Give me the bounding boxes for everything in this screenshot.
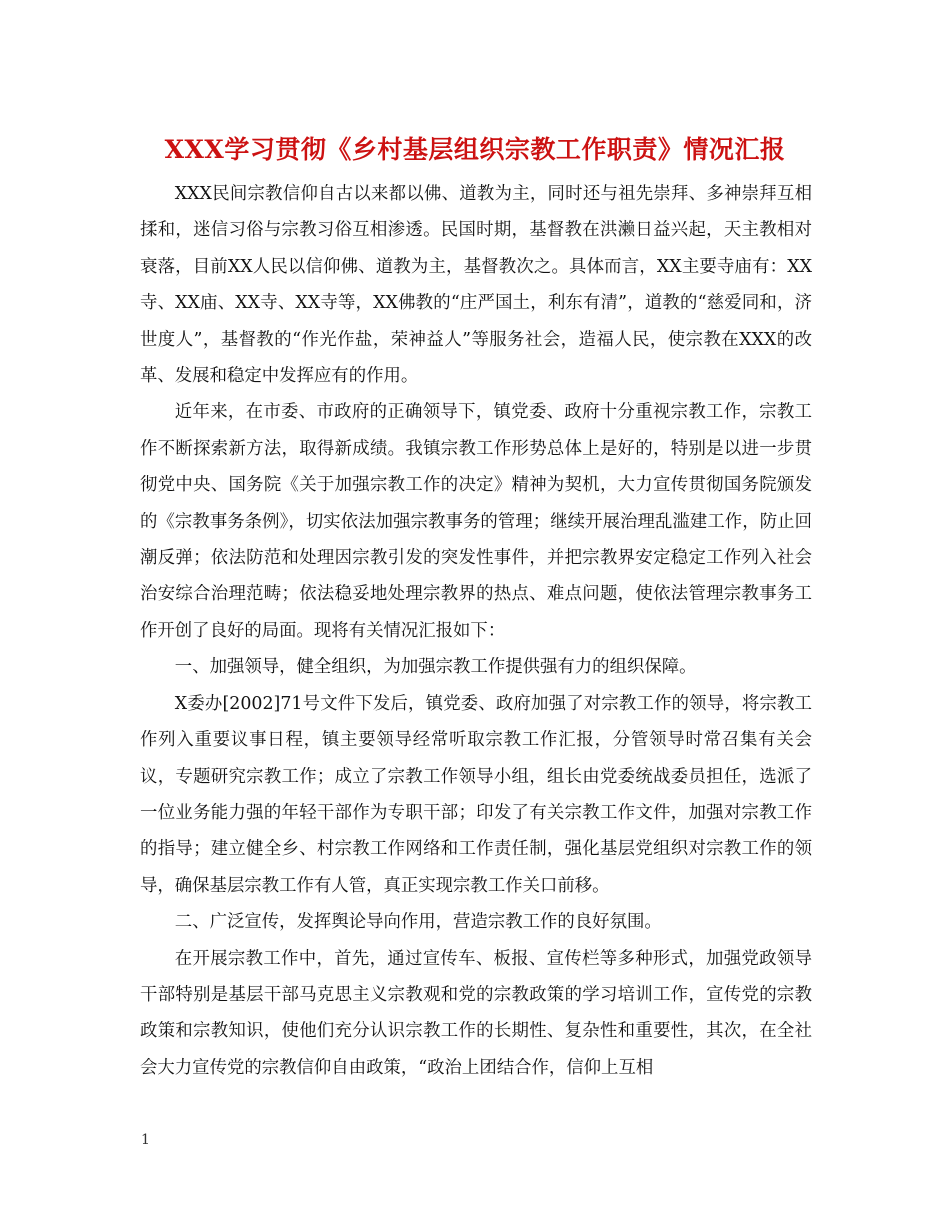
document-body: [140, 176, 812, 1086]
section-heading: 二、广泛宣传，发挥舆论导向作用，营造宗教工作的良好氛围。: [174, 912, 662, 933]
paragraph: 在开展宗教工作中，首先，通过宣传车、板报、宣传栏等多种形式，加强党政领导干部特别是基层干部马克思主义宗教观和党的宗教政策的学习培训工作，宣传党的宗教政策和宗教知识，使他们充分认识宗教工作的长期性、复杂性和重要性，其次，在全社会大力宣传党的宗教信仰自由政策，“政治上团结合作，信仰上互相: [140, 948, 812, 1078]
document-title: XXX学习贯彻《乡村基层组织宗教工作职责》情况汇报: [164, 135, 786, 164]
paragraph: XXX民间宗教信仰自古以来都以佛、道教为主，同时还与祖先崇拜、多神崇拜互相揉和，迷信习俗与宗教习俗互相渗透。民国时期，基督教在洪濑日益兴起，天主教相对衰落，目前XX人民以信仰佛、道教为主，基督教次之。具体而言，XX主要寺庙有：XX寺、XX庙、XX寺、XX寺等，XX佛教的“庄严国土，利东有清”，道教的“慈爱同和，济世度人”，基督教的“作光作盐，荣神益人”等服务社会，造福人民，使宗教在XXX的改革、发展和稳定中发挥应有的作用。: [140, 184, 812, 387]
paragraph: 近年来，在市委、市政府的正确领导下，镇党委、政府十分重视宗教工作，宗教工作不断探索新方法，取得新成绩。我镇宗教工作形势总体上是好的，特别是以进一步贯彻党中央、国务院《关于加强宗教工作的决定》精神为契机，大力宣传贯彻国务院颁发的《宗教事务条例》，切实依法加强宗教事务的管理；继续开展治理乱滥建工作，防止回潮反弹；依法防范和处理因宗教引发的突发性事件，并把宗教界安定稳定工作列入社会治安综合治理范畴；依法稳妥地处理宗教界的热点、难点问题，使依法管理宗教事务工作开创了良好的局面。现将有关情况汇报如下：: [140, 402, 812, 641]
page-number: 1: [141, 1132, 150, 1148]
paragraph: X委办[2002]71号文件下发后，镇党委、政府加强了对宗教工作的领导，将宗教工作列入重要议事日程，镇主要领导经常听取宗教工作汇报，分管领导时常召集有关会议，专题研究宗教工作；成立了宗教工作领导小组，组长由党委统战委员担任，选派了一位业务能力强的年轻干部作为专职干部；印发了有关宗教工作文件，加强对宗教工作的指导；建立健全乡、村宗教工作网络和工作责任制，强化基层党组织对宗教工作的领导，确保基层宗教工作有人管，真正实现宗教工作关口前移。: [140, 693, 812, 896]
section-heading: 一、加强领导，健全组织，为加强宗教工作提供强有力的组织保障。: [174, 657, 697, 678]
